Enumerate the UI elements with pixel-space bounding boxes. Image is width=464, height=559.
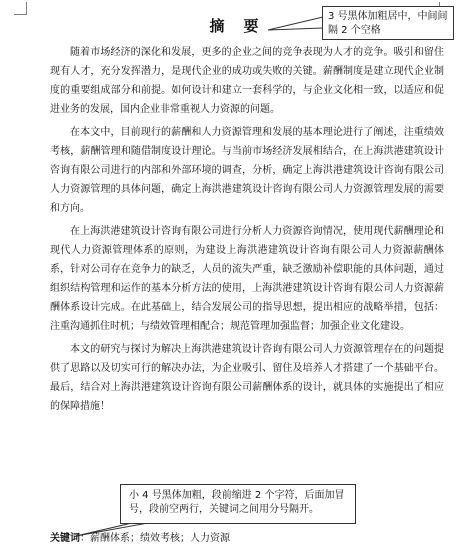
keywords-label: 关键词 [50, 533, 80, 544]
keywords-format-note: 小 4 号黑体加粗，段前缩进 2 个字符，后面加冒号，段前空两行，关键词之间用分号隔开。 [129, 490, 345, 515]
abstract-paragraph-4: 本文的研究与探讨为解决上海洪港建筑设计咨询有限公司人力资源管理存在的问题提供了思路以及切实可行的解决办法，为企业吸引、留住及培养人才搭建了一个基础平台。最后，结合对上海洪港建筑设计咨询有限公司薪酬体系的设计，就具体的实施提出了相应的保障措施！ [50, 344, 444, 412]
abstract-paragraph-3: 在上海洪港建筑设计咨询有限公司进行分析人力资源咨询情况，使用现代薪酬理论和现代人力资源管理体系的原则，为建设上海洪港建筑设计咨询有限公司人力资源薪酬体系，针对公司存在竞争力的缺乏，人员的流失严重，缺乏激励补偿职能的具体问题，通过组织结构管理和运作的基本分析方法的使用，上海洪港建筑设计咨询有限公司人力资源薪酬体系设计完成。在此基础上，结合发展公司的指导思想，提出相应的战略举措，包括：注重沟通抓住时机；与绩效管理相配合；规范管理加强监督；加强企业文化建设。 [50, 226, 444, 332]
abstract-title: 摘 要 [209, 17, 261, 35]
keywords-line [50, 532, 444, 546]
abstract-body [50, 43, 444, 420]
keywords-values: ：薪酬体系；绩效考核；人力资源 [80, 533, 230, 544]
keywords-format-callout [120, 484, 356, 524]
title-format-note: 3 号黑体加粗居中，中间间隔 2 个空格 [328, 11, 448, 36]
title-callout-pointer [268, 17, 323, 30]
abstract-paragraph-2: 在本文中，目前现行的薪酬和人力资源管理和发展的基本理论进行了阐述，注重绩效考核，薪酬管理和随借制度设计理论。与当前市场经济发展相结合，在上海洪港建筑设计咨询有限公司进行的内部和外部环境的调查，分析，确定上海洪港建筑设计咨询有限公司人力资源管理的具体问题，确定上海洪港建筑设计咨询有限公司人力资源管理发展的需要和方向。 [50, 127, 444, 214]
abstract-paragraph-1: 随着市场经济的深化和发展，更多的企业之间的竞争表现为人才的竞争。吸引和留住现有人才，充分发挥潜力，是现代企业的成功或失败的关键。薪酬制度是建立现代企业制度的重要组成部分和前提。如何设计和建立一套科学的，与企业文化相一致，以适应和促进业务的发展，国内企业非常重视人力资源的问题。 [50, 47, 444, 115]
title-format-callout [322, 6, 454, 40]
